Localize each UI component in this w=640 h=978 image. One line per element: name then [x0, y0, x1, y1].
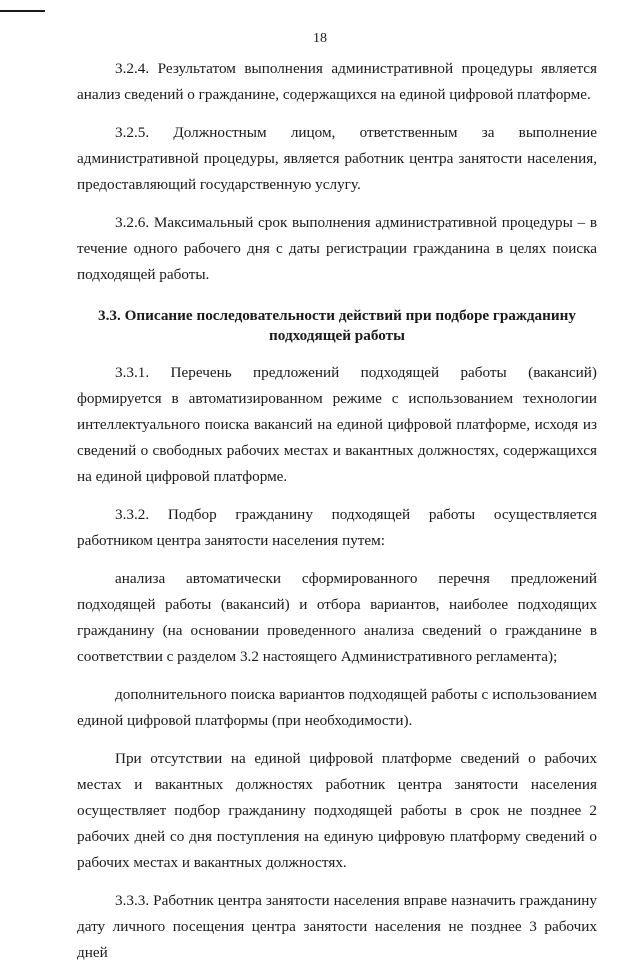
paragraph-3-3-1: 3.3.1. Перечень предложений подходящей работы (вакансий) формируется в автоматизированном режиме с использованием технологии интеллектуального поиска вакансий на единой цифровой платформе, исходя из сведений о свободных рабочих местах и вакантных должностях, содержащихся на единой цифровой платформе.	[77, 364, 597, 485]
paragraph-additional-search-item: дополнительного поиска вариантов подходящей работы с использованием единой цифровой платформы (при необходимости).	[77, 686, 597, 729]
paragraph-3-2-4: 3.2.4. Результатом выполнения административной процедуры является анализ сведений о гражданине, содержащихся на единой цифровой платформе.	[77, 60, 597, 103]
paragraph-analysis-item: анализа автоматически сформированного перечня предложений подходящей работы (вакансий) и отбора вариантов, наиболее подходящих гражданину (на основании проведенного анализа сведений о гражданине в соответствии с разделом 3.2 настоящего Административного регламента);	[77, 570, 597, 665]
paragraph-3-2-5: 3.2.5. Должностным лицом, ответственным за выполнение административной процедуры, является работник центра занятости населения, предоставляющий государственную услугу.	[77, 124, 597, 193]
section-heading-line-1: 3.3. Описание последовательности действий при подборе гражданину	[98, 307, 576, 324]
top-rule	[0, 10, 45, 12]
paragraph-absence-of-vacancies: При отсутствии на единой цифровой платформе сведений о рабочих местах и вакантных должностях работник центра занятости населения осуществляет подбор гражданину подходящей работы в срок не позднее 2 рабочих дней со дня поступления на единую цифровую платформу сведений о рабочих местах и вакантных должностях.	[77, 750, 597, 871]
document-body	[77, 56, 597, 978]
section-heading-line-2: подходящей работы	[269, 327, 405, 344]
page-number: 18	[313, 31, 327, 46]
paragraph-3-2-6: 3.2.6. Максимальный срок выполнения административной процедуры – в течение одного рабочего дня с даты регистрации гражданина в целях поиска подходящей работы.	[77, 214, 597, 283]
section-heading	[77, 306, 597, 346]
paragraph-3-3-3: 3.3.3. Работник центра занятости населения вправе назначить гражданину дату личного посещения центра занятости населения не позднее 3 рабочих дней	[77, 892, 597, 961]
paragraph-3-3-2: 3.3.2. Подбор гражданину подходящей работы осуществляется работником центра занятости населения путем:	[77, 506, 597, 549]
